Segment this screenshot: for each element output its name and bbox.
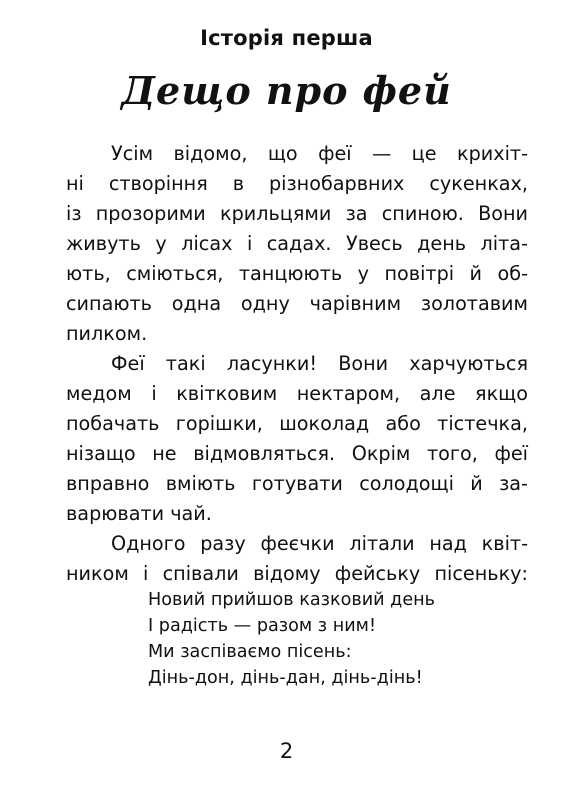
page-number: 2 <box>279 739 294 763</box>
verse-line: Ми заспіваємо пісень: <box>148 642 352 662</box>
text-line: ні створіння в різнобарвних сукенках, <box>66 172 528 195</box>
text-line: Усім відомо, що феї — це крихіт- <box>111 142 528 165</box>
chapter-kicker: Історія перша <box>200 26 373 50</box>
text-line: побачать горішки, шоколад або тістечка, <box>66 412 528 435</box>
verse-line: І радість — разом з ним! <box>148 616 376 636</box>
text-line: сипають одна одну чарівним золотавим <box>66 292 528 315</box>
text-line: Феї такі ласунки! Вони харчуються <box>111 352 528 375</box>
paragraph-1 <box>66 139 528 349</box>
story-text <box>66 139 528 589</box>
text-line: ють, сміються, танцюють у повітрі й об- <box>66 262 528 285</box>
text-line: варювати чай. <box>66 502 212 525</box>
text-line: живуть у лісах і садах. Увесь день літа- <box>66 232 528 255</box>
text-line: медом і квітковим нектаром, але якщо <box>66 382 528 405</box>
verse-line: Дінь-дон, дінь-дан, дінь-дінь! <box>148 668 423 688</box>
song-verse <box>148 587 435 691</box>
text-line: нізащо не відмовляться. Окрім того, феї <box>66 442 528 465</box>
verse-line: Новий прийшов казковий день <box>148 590 436 610</box>
text-line: Одного разу феєчки літали над квіт- <box>111 532 528 555</box>
text-line: пилком. <box>66 322 148 345</box>
text-line: ником і співали відому фейську пісеньку: <box>66 562 528 585</box>
paragraph-3 <box>66 529 528 589</box>
chapter-title: Дещо про фей <box>121 68 452 113</box>
text-line: із прозорими крильцями за спиною. Вони <box>66 202 528 225</box>
paragraph-2 <box>66 349 528 529</box>
text-line: вправно вміють готувати солодощі й за- <box>66 472 528 495</box>
